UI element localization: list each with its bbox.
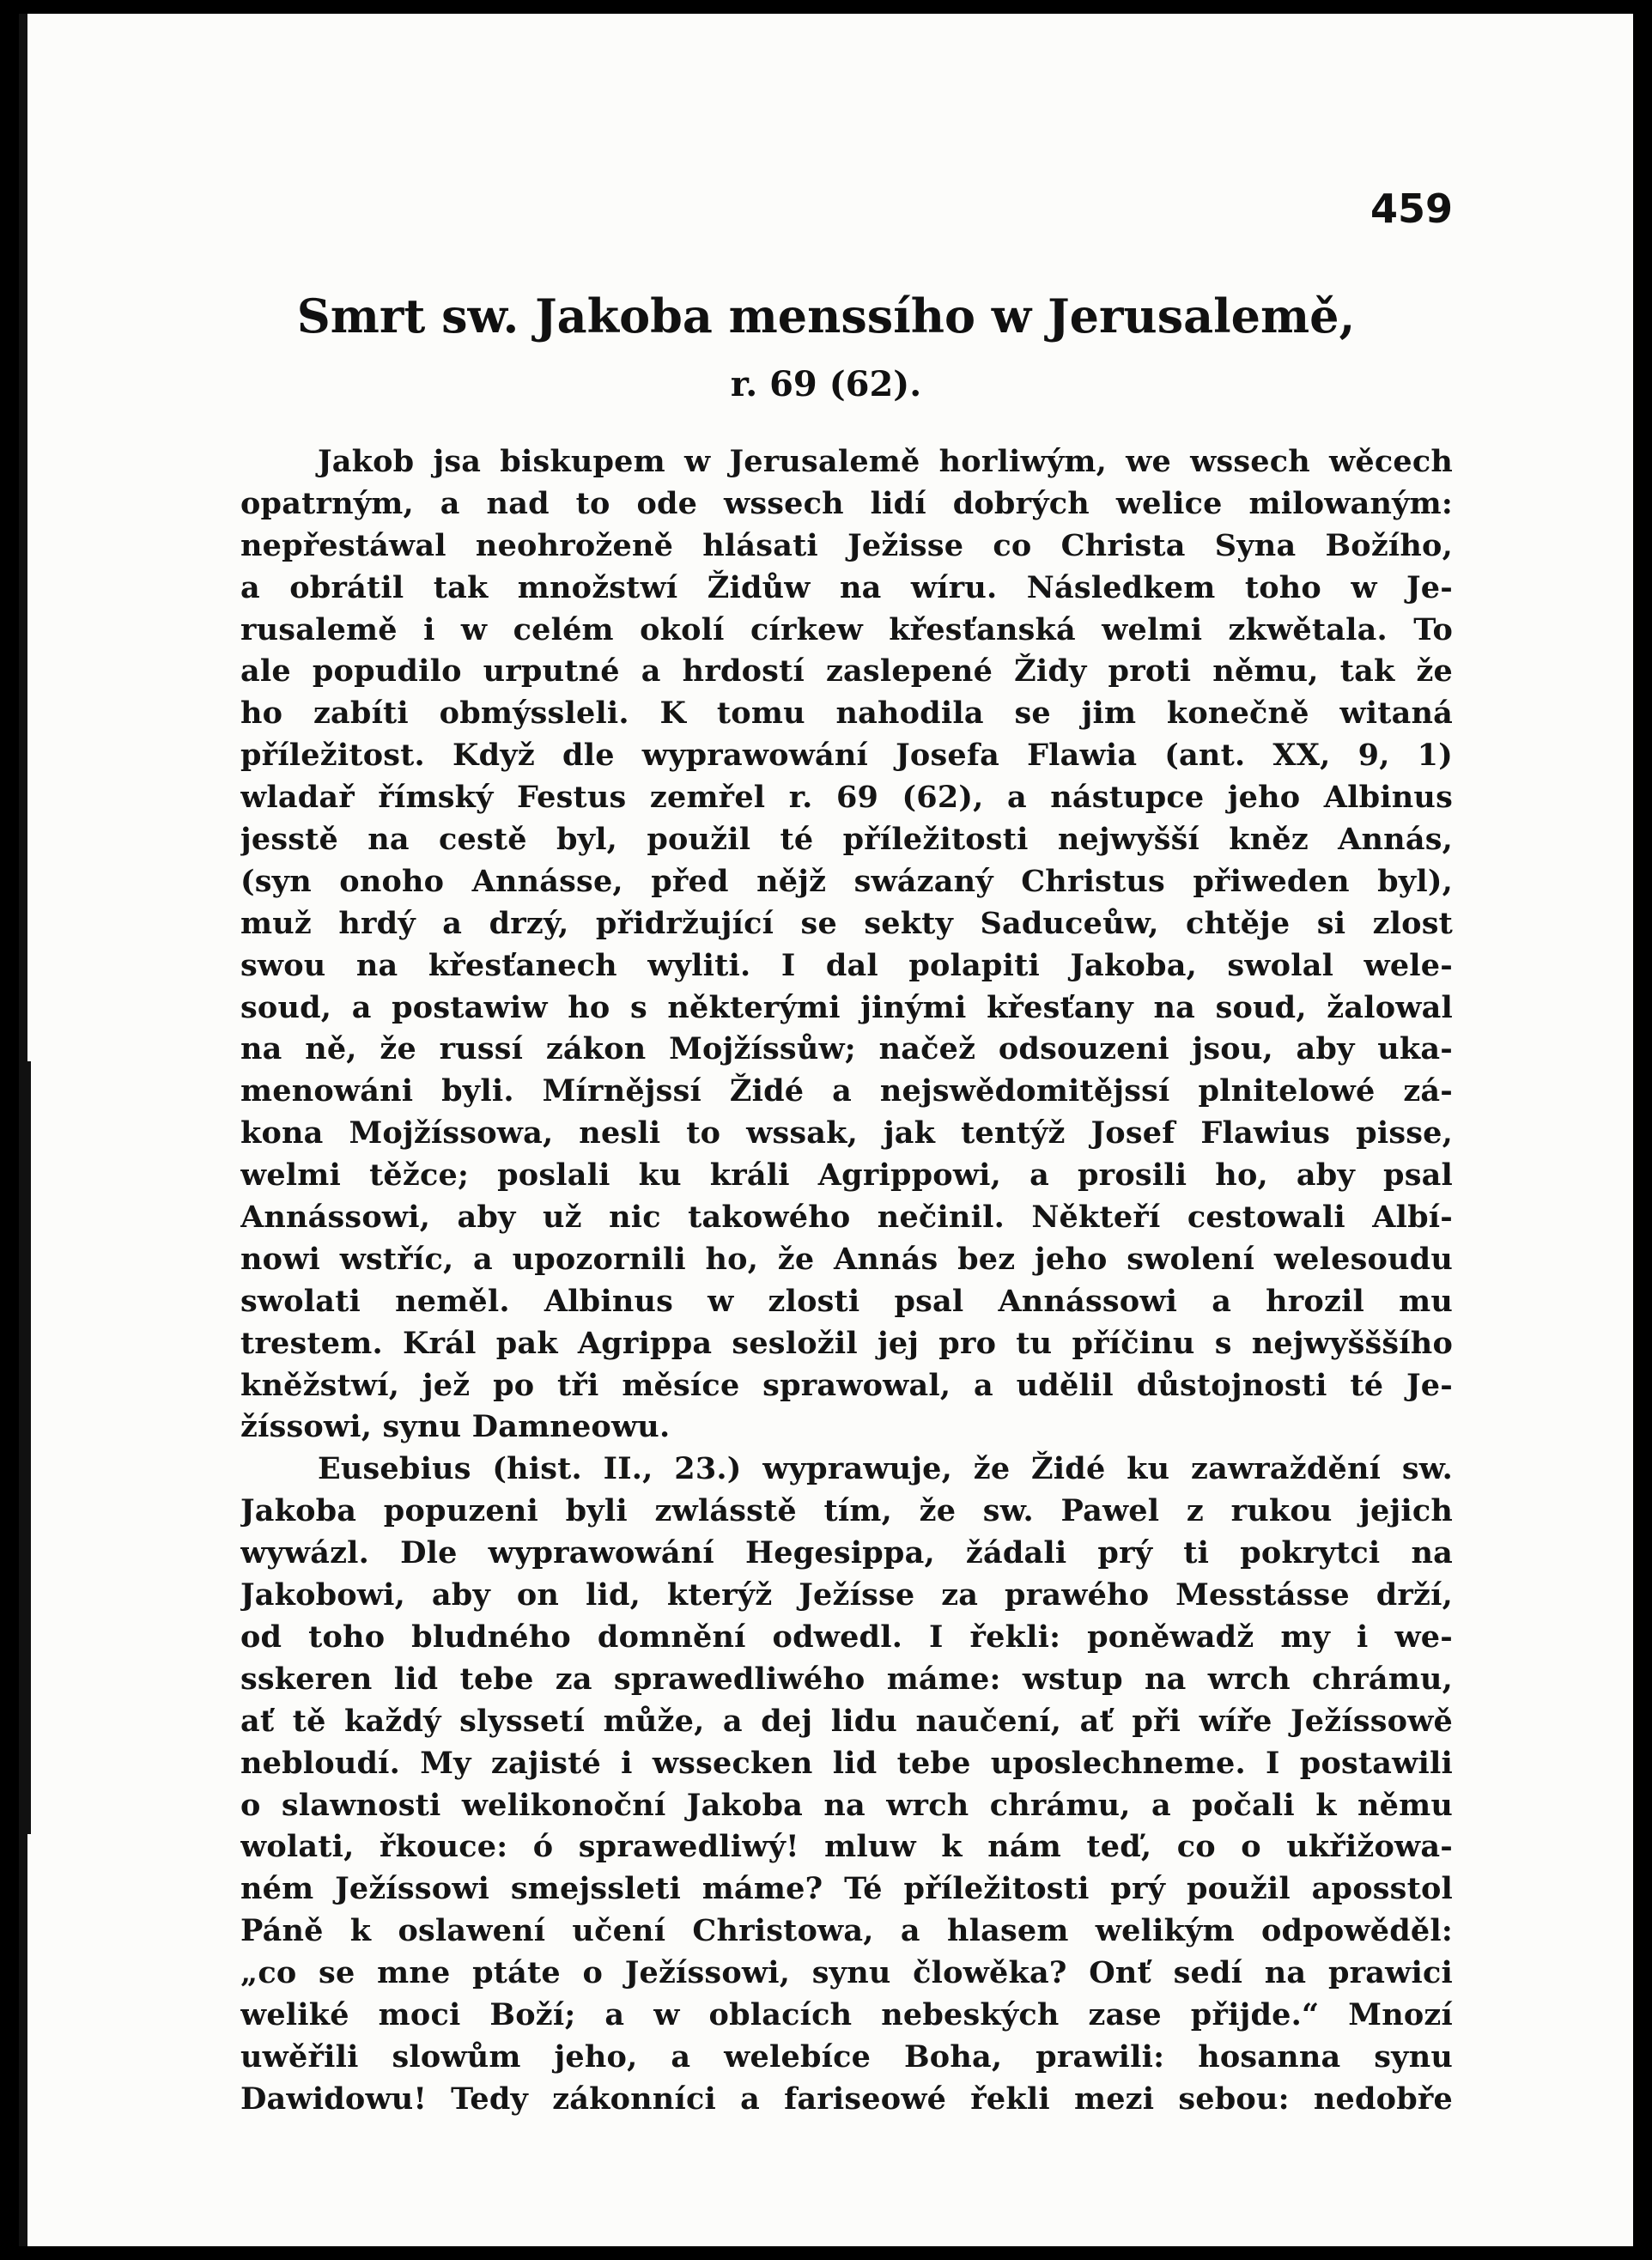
chapter-title: Smrt sw. Jakoba menssího w Jerusalemě, [296,289,1356,343]
text-line: (syn onoho Annásse, před nějž swázaný Christus přiweden byl), [240,863,1453,899]
text-line: na ně, že russí zákon Mojžíssůw; načež odsouzeni jsou, aby uka- [240,1031,1453,1067]
text-line: swou na křesťanech wyliti. I dal polapiti Jakoba, swolal wele- [240,947,1453,983]
text-line: ném Ježíssowi smejssleti máme? Té příležitosti prý použil aposstol [240,1871,1453,1907]
text-line: sskeren lid tebe za sprawedliwého máme: wstup na wrch chrámu, [240,1661,1453,1697]
text-line: žíssowi, synu Damneowu. [240,1409,671,1445]
page-number: 459 [1370,185,1453,232]
text-line: trestem. Král pak Agrippa sesložil jej pro tu příčinu s nejwyšššího [240,1325,1453,1361]
chapter-subtitle: r. 69 (62). [730,364,922,404]
text-line: a obrátil tak množstwí Židůw na wíru. Následkem toho w Je- [240,569,1453,605]
text-line: kněžstwí, jež po tři měsíce sprawowal, a udělil důstojnosti té Je- [240,1367,1453,1403]
text-line: swolati neměl. Albinus w zlosti psal Annássowi a hrozil mu [240,1283,1453,1319]
text-line: od toho bludného domnění odwedl. I řekli: poněwadž my i we- [240,1619,1453,1655]
text-line: wolati, řkouce: ó sprawedliwý! mluw k nám teď, co o ukřižowa- [240,1829,1453,1865]
text-line: weliké moci Boží; a w oblacích nebeských zase přijde.“ Mnozí [240,1996,1453,2032]
text-line: wladař římský Festus zemřel r. 69 (62), a nástupce jeho Albinus [240,780,1453,816]
text-line: nebloudí. My zajisté i wssecken lid tebe uposlechneme. I postawili [240,1745,1453,1781]
text-line: nowi wstříc, a upozornili ho, že Annás bez jeho swolení welesoudu [240,1241,1453,1277]
text-line: welmi těžce; poslali ku králi Agrippowi, a prosili ho, aby psal [240,1157,1453,1194]
text-line: soud, a postawiw ho s některými jinými křesťany na soud, žalowal [240,989,1453,1025]
text-line: Páně k oslawení učení Christowa, a hlasem welikým odpowěděl: [240,1913,1453,1949]
text-line: Jakoba popuzeni byli zwlásstě tím, že sw. Pawel z rukou jejich [240,1493,1453,1529]
text-line: nepřestáwal neohroženě hlásati Ježisse co Christa Syna Božího, [240,527,1453,563]
page-edge-shadow-dark [19,1061,31,1834]
text-line: Jakob jsa biskupem w Jerusalemě horliwým, we wssech wěcech [318,444,1453,479]
text-line: muž hrdý a drzý, přidržující se sekty Saduceůw, chtěje si zlost [240,905,1453,941]
text-line: příležitost. Když dle wyprawowání Josefa Flawia (ant. XX, 9, 1) [240,738,1453,774]
text-line: wywázl. Dle wyprawowání Hegesippa, žádali prý ti pokrytci na [240,1535,1453,1571]
text-line: Dawidowu! Tedy zákonníci a fariseowé řekli mezi sebou: nedobře [240,2081,1453,2117]
book-page [19,14,1633,2246]
text-line: Eusebius (hist. II., 23.) wyprawuje, že Židé ku zawraždění sw. [318,1451,1453,1487]
text-line: opatrným, a nad to ode wssech lidí dobrých welice milowaným: [240,485,1453,521]
text-line: rusalemě i w celém okolí církew křesťanská welmi zkwětala. To [240,611,1453,647]
text-line: ale popudilo urputné a hrdostí zaslepené Židy proti němu, tak že [240,653,1453,690]
text-line: o slawnosti welikonoční Jakoba na wrch chrámu, a počali k němu [240,1787,1453,1823]
text-line: kona Mojžíssowa, nesli to wssak, jak tentýž Josef Flawius pisse, [240,1115,1453,1151]
text-line: ať tě každý slyssetí může, a dej lidu naučení, ať při wíře Ježíssowě [240,1703,1453,1739]
text-line: Jakobowi, aby on lid, kterýž Ježísse za prawého Messtásse drží, [240,1577,1453,1613]
text-line: „co se mne ptáte o Ježíssowi, synu člowěka? Onť sedí na prawici [240,1955,1453,1991]
body-text [240,441,1453,2121]
text-line: menowáni byli. Mírnějssí Židé a nejswědomitějssí plnitelowé zá- [240,1073,1453,1109]
text-line: uwěřili slowům jeho, a welebíce Boha, prawili: hosanna synu [240,2038,1453,2075]
text-line: ho zabíti obmýssleli. K tomu nahodila se jim konečně witaná [240,696,1453,732]
text-line: jesstě na cestě byl, použil té příležitosti nejwyšší kněz Annás, [240,822,1453,858]
text-line: Annássowi, aby už nic takowého nečinil. Někteří cestowali Albí- [240,1200,1453,1236]
